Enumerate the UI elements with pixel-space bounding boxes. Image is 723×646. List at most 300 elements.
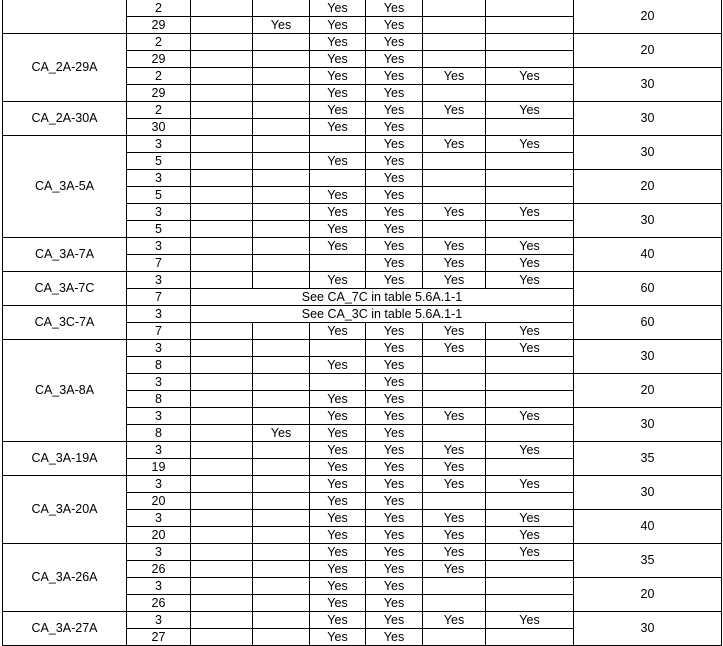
bandwidth-support-cell: Yes: [486, 272, 574, 289]
bandwidth-support-cell: Yes: [366, 136, 423, 153]
bandwidth-support-cell: [253, 170, 310, 187]
bandwidth-support-cell: [423, 119, 486, 136]
bandwidth-support-cell: [191, 561, 253, 578]
bandwidth-support-cell: Yes: [366, 34, 423, 51]
bandwidth-support-cell: [486, 34, 574, 51]
bandwidth-support-cell: [191, 544, 253, 561]
bandwidth-support-cell: Yes: [310, 187, 366, 204]
bandwidth-support-cell: [253, 459, 310, 476]
bandwidth-support-cell: [191, 476, 253, 493]
max-aggregated-bandwidth-cell: 20: [574, 34, 722, 68]
band-cell: 20: [127, 493, 191, 510]
band-cell: 3: [127, 306, 191, 323]
max-aggregated-bandwidth-cell: 60: [574, 306, 722, 340]
bandwidth-support-cell: Yes: [310, 544, 366, 561]
table-row: [3, 238, 722, 255]
bandwidth-support-cell: Yes: [366, 578, 423, 595]
bandwidth-support-cell: [253, 340, 310, 357]
bandwidth-support-cell: Yes: [310, 17, 366, 34]
band-cell: 30: [127, 119, 191, 136]
max-aggregated-bandwidth-cell: 20: [574, 578, 722, 612]
bandwidth-support-cell: [253, 357, 310, 374]
band-cell: 3: [127, 578, 191, 595]
bandwidth-support-cell: [486, 170, 574, 187]
bandwidth-support-cell: [486, 629, 574, 646]
band-cell: 7: [127, 255, 191, 272]
max-aggregated-bandwidth-cell: 30: [574, 204, 722, 238]
bandwidth-support-cell: [253, 0, 310, 17]
max-aggregated-bandwidth-cell: 30: [574, 102, 722, 136]
combination-cell: CA_3A-27A: [3, 612, 127, 646]
bandwidth-support-cell: [423, 595, 486, 612]
band-cell: 5: [127, 221, 191, 238]
bandwidth-support-cell: [191, 391, 253, 408]
bandwidth-support-cell: Yes: [310, 85, 366, 102]
band-cell: 3: [127, 612, 191, 629]
combination-cell: CA_3C-7A: [3, 306, 127, 340]
bandwidth-support-cell: [253, 102, 310, 119]
bandwidth-support-cell: Yes: [423, 255, 486, 272]
bandwidth-support-cell: [253, 204, 310, 221]
bandwidth-support-cell: [486, 85, 574, 102]
bandwidth-support-cell: [191, 0, 253, 17]
bandwidth-support-cell: [253, 561, 310, 578]
bandwidth-support-cell: Yes: [486, 102, 574, 119]
band-cell: 29: [127, 51, 191, 68]
band-cell: 3: [127, 340, 191, 357]
bandwidth-support-cell: Yes: [366, 544, 423, 561]
bandwidth-support-cell: Yes: [253, 425, 310, 442]
bandwidth-support-cell: [253, 493, 310, 510]
bandwidth-support-cell: Yes: [310, 119, 366, 136]
band-cell: 3: [127, 136, 191, 153]
bandwidth-support-cell: Yes: [310, 476, 366, 493]
bandwidth-support-cell: Yes: [366, 629, 423, 646]
bandwidth-support-cell: [423, 170, 486, 187]
table-row: [3, 102, 722, 119]
bandwidth-support-cell: [191, 357, 253, 374]
bandwidth-support-cell: Yes: [366, 408, 423, 425]
bandwidth-support-cell: [423, 221, 486, 238]
bandwidth-support-cell: [486, 153, 574, 170]
bandwidth-support-cell: Yes: [366, 68, 423, 85]
combination-cell: CA_3A-5A: [3, 136, 127, 238]
bandwidth-support-cell: Yes: [366, 204, 423, 221]
bandwidth-support-cell: Yes: [486, 544, 574, 561]
bandwidth-support-cell: [191, 34, 253, 51]
bandwidth-support-cell: Yes: [366, 442, 423, 459]
bandwidth-support-cell: [253, 68, 310, 85]
bandwidth-support-cell: Yes: [366, 476, 423, 493]
cross-reference-note: See CA_7C in table 5.6A.1-1: [191, 289, 574, 306]
bandwidth-support-cell: [191, 272, 253, 289]
combination-cell: CA_3A-19A: [3, 442, 127, 476]
bandwidth-support-cell: [486, 17, 574, 34]
bandwidth-support-cell: Yes: [310, 578, 366, 595]
bandwidth-support-cell: Yes: [366, 595, 423, 612]
max-aggregated-bandwidth-cell: 30: [574, 68, 722, 102]
bandwidth-support-cell: Yes: [366, 255, 423, 272]
bandwidth-support-cell: [486, 51, 574, 68]
bandwidth-support-cell: Yes: [423, 442, 486, 459]
bandwidth-support-cell: Yes: [310, 272, 366, 289]
bandwidth-support-cell: Yes: [486, 476, 574, 493]
band-cell: 3: [127, 544, 191, 561]
max-aggregated-bandwidth-cell: 30: [574, 136, 722, 170]
bandwidth-support-cell: [191, 510, 253, 527]
bandwidth-support-cell: [191, 595, 253, 612]
table-row: [3, 272, 722, 289]
bandwidth-support-cell: [191, 340, 253, 357]
bandwidth-support-cell: [423, 391, 486, 408]
bandwidth-support-cell: [253, 85, 310, 102]
bandwidth-support-cell: Yes: [310, 442, 366, 459]
max-aggregated-bandwidth-cell: 30: [574, 476, 722, 510]
bandwidth-support-cell: Yes: [366, 612, 423, 629]
bandwidth-support-cell: [253, 595, 310, 612]
bandwidth-support-cell: [423, 187, 486, 204]
bandwidth-support-cell: [191, 578, 253, 595]
bandwidth-support-cell: Yes: [310, 493, 366, 510]
table-row: [3, 544, 722, 561]
table-row: [3, 34, 722, 51]
max-aggregated-bandwidth-cell: 20: [574, 170, 722, 204]
bandwidth-support-cell: [486, 459, 574, 476]
bandwidth-support-cell: [191, 612, 253, 629]
bandwidth-support-cell: [486, 187, 574, 204]
bandwidth-support-cell: [191, 527, 253, 544]
bandwidth-support-cell: Yes: [310, 391, 366, 408]
bandwidth-support-cell: [486, 221, 574, 238]
band-cell: 2: [127, 68, 191, 85]
combination-cell: CA_3A-20A: [3, 476, 127, 544]
bandwidth-support-cell: [423, 0, 486, 17]
band-cell: 5: [127, 153, 191, 170]
bandwidth-support-cell: [253, 374, 310, 391]
bandwidth-support-cell: [253, 136, 310, 153]
bandwidth-support-cell: [253, 255, 310, 272]
bandwidth-support-cell: Yes: [423, 544, 486, 561]
bandwidth-support-cell: Yes: [310, 408, 366, 425]
bandwidth-support-cell: [191, 153, 253, 170]
table-row: [3, 476, 722, 493]
bandwidth-support-cell: [423, 85, 486, 102]
bandwidth-support-cell: [253, 51, 310, 68]
bandwidth-support-cell: [486, 493, 574, 510]
bandwidth-support-cell: [423, 51, 486, 68]
bandwidth-support-cell: [486, 578, 574, 595]
bandwidth-support-cell: Yes: [366, 425, 423, 442]
bandwidth-support-cell: Yes: [366, 527, 423, 544]
bandwidth-support-cell: [423, 374, 486, 391]
band-cell: 3: [127, 510, 191, 527]
band-cell: 7: [127, 323, 191, 340]
band-cell: 3: [127, 442, 191, 459]
bandwidth-support-cell: Yes: [423, 612, 486, 629]
bandwidth-support-cell: [191, 85, 253, 102]
bandwidth-support-cell: Yes: [310, 425, 366, 442]
bandwidth-support-cell: Yes: [310, 595, 366, 612]
bandwidth-support-cell: [191, 170, 253, 187]
bandwidth-support-cell: [253, 578, 310, 595]
bandwidth-support-cell: Yes: [366, 340, 423, 357]
bandwidth-support-cell: [310, 136, 366, 153]
band-cell: 2: [127, 34, 191, 51]
bandwidth-support-cell: [191, 374, 253, 391]
bandwidth-support-cell: Yes: [366, 272, 423, 289]
band-cell: 19: [127, 459, 191, 476]
table-body: [3, 0, 722, 646]
bandwidth-support-cell: [191, 629, 253, 646]
bandwidth-support-cell: [423, 425, 486, 442]
bandwidth-support-cell: [486, 119, 574, 136]
cross-reference-note: See CA_3C in table 5.6A.1-1: [191, 306, 574, 323]
band-cell: 26: [127, 595, 191, 612]
bandwidth-support-cell: Yes: [366, 357, 423, 374]
bandwidth-support-cell: [486, 425, 574, 442]
combination-cell: CA_2A-29A: [3, 34, 127, 102]
combination-cell: CA_3A-8A: [3, 340, 127, 442]
bandwidth-support-cell: Yes: [423, 323, 486, 340]
band-cell: 2: [127, 0, 191, 17]
bandwidth-support-cell: Yes: [310, 68, 366, 85]
combination-cell: CA_3A-7A: [3, 238, 127, 272]
bandwidth-support-cell: Yes: [423, 102, 486, 119]
band-cell: 26: [127, 561, 191, 578]
bandwidth-support-cell: [191, 221, 253, 238]
max-aggregated-bandwidth-cell: 35: [574, 442, 722, 476]
band-cell: 8: [127, 357, 191, 374]
bandwidth-support-cell: [486, 374, 574, 391]
band-cell: 3: [127, 238, 191, 255]
bandwidth-support-cell: Yes: [423, 510, 486, 527]
bandwidth-support-cell: Yes: [366, 374, 423, 391]
max-aggregated-bandwidth-cell: 35: [574, 544, 722, 578]
bandwidth-support-cell: [191, 68, 253, 85]
band-cell: 20: [127, 527, 191, 544]
bandwidth-support-cell: Yes: [423, 408, 486, 425]
bandwidth-support-cell: Yes: [310, 323, 366, 340]
table-row: [3, 612, 722, 629]
table-row: [3, 442, 722, 459]
bandwidth-support-cell: [253, 442, 310, 459]
bandwidth-support-cell: [191, 255, 253, 272]
bandwidth-support-cell: [253, 153, 310, 170]
bandwidth-support-cell: Yes: [366, 187, 423, 204]
bandwidth-support-cell: Yes: [366, 17, 423, 34]
bandwidth-support-cell: Yes: [366, 170, 423, 187]
bandwidth-support-cell: [191, 425, 253, 442]
bandwidth-support-cell: Yes: [310, 527, 366, 544]
bandwidth-support-cell: [253, 323, 310, 340]
bandwidth-support-cell: Yes: [366, 391, 423, 408]
bandwidth-support-cell: [486, 391, 574, 408]
band-cell: 8: [127, 391, 191, 408]
bandwidth-support-cell: Yes: [310, 510, 366, 527]
bandwidth-support-cell: Yes: [486, 527, 574, 544]
bandwidth-support-cell: [191, 51, 253, 68]
bandwidth-support-cell: Yes: [486, 612, 574, 629]
bandwidth-support-cell: Yes: [366, 119, 423, 136]
bandwidth-support-cell: [253, 272, 310, 289]
bandwidth-support-cell: [423, 357, 486, 374]
bandwidth-support-cell: [423, 629, 486, 646]
band-cell: 3: [127, 408, 191, 425]
band-cell: 3: [127, 272, 191, 289]
bandwidth-support-cell: Yes: [366, 561, 423, 578]
bandwidth-support-cell: Yes: [366, 0, 423, 17]
bandwidth-support-cell: Yes: [486, 136, 574, 153]
bandwidth-support-cell: Yes: [310, 238, 366, 255]
combination-cell: [3, 0, 127, 34]
bandwidth-support-cell: Yes: [486, 340, 574, 357]
bandwidth-support-cell: [253, 238, 310, 255]
bandwidth-support-cell: [191, 459, 253, 476]
bandwidth-support-cell: Yes: [423, 561, 486, 578]
bandwidth-support-cell: Yes: [486, 255, 574, 272]
band-cell: 2: [127, 102, 191, 119]
bandwidth-support-cell: Yes: [310, 204, 366, 221]
max-aggregated-bandwidth-cell: 40: [574, 238, 722, 272]
bandwidth-support-cell: Yes: [423, 238, 486, 255]
band-cell: 27: [127, 629, 191, 646]
bandwidth-support-cell: [423, 34, 486, 51]
bandwidth-support-cell: [253, 187, 310, 204]
bandwidth-support-cell: Yes: [310, 51, 366, 68]
table-row: [3, 340, 722, 357]
bandwidth-support-cell: [253, 510, 310, 527]
bandwidth-support-cell: [191, 187, 253, 204]
table-row: [3, 136, 722, 153]
ca-bandwidth-combination-table: [2, 0, 722, 646]
bandwidth-support-cell: [423, 17, 486, 34]
bandwidth-support-cell: [310, 255, 366, 272]
bandwidth-support-cell: [310, 340, 366, 357]
max-aggregated-bandwidth-cell: 20: [574, 374, 722, 408]
bandwidth-support-cell: [253, 391, 310, 408]
bandwidth-support-cell: [253, 612, 310, 629]
band-cell: 29: [127, 85, 191, 102]
bandwidth-support-cell: [253, 527, 310, 544]
combination-cell: CA_2A-30A: [3, 102, 127, 136]
bandwidth-support-cell: Yes: [310, 0, 366, 17]
bandwidth-support-cell: Yes: [366, 493, 423, 510]
bandwidth-support-cell: Yes: [310, 357, 366, 374]
max-aggregated-bandwidth-cell: 30: [574, 340, 722, 374]
bandwidth-support-cell: [191, 408, 253, 425]
bandwidth-support-cell: [486, 357, 574, 374]
bandwidth-support-cell: Yes: [366, 459, 423, 476]
bandwidth-support-cell: Yes: [366, 221, 423, 238]
band-cell: 5: [127, 187, 191, 204]
bandwidth-support-cell: [310, 170, 366, 187]
band-cell: 29: [127, 17, 191, 34]
combination-cell: CA_3A-26A: [3, 544, 127, 612]
bandwidth-support-cell: [191, 17, 253, 34]
bandwidth-support-cell: [423, 493, 486, 510]
band-cell: 3: [127, 170, 191, 187]
bandwidth-support-cell: Yes: [310, 153, 366, 170]
bandwidth-support-cell: Yes: [486, 238, 574, 255]
bandwidth-support-cell: Yes: [486, 204, 574, 221]
bandwidth-support-cell: Yes: [310, 34, 366, 51]
max-aggregated-bandwidth-cell: 60: [574, 272, 722, 306]
bandwidth-support-cell: Yes: [310, 612, 366, 629]
bandwidth-support-cell: [191, 323, 253, 340]
bandwidth-support-cell: Yes: [423, 340, 486, 357]
bandwidth-support-cell: Yes: [423, 136, 486, 153]
bandwidth-support-cell: [253, 476, 310, 493]
max-aggregated-bandwidth-cell: 20: [574, 0, 722, 34]
bandwidth-support-cell: Yes: [366, 323, 423, 340]
max-aggregated-bandwidth-cell: 40: [574, 510, 722, 544]
max-aggregated-bandwidth-cell: 30: [574, 408, 722, 442]
table-row: [3, 0, 722, 17]
bandwidth-support-cell: Yes: [253, 17, 310, 34]
bandwidth-support-cell: [191, 136, 253, 153]
bandwidth-support-cell: Yes: [423, 476, 486, 493]
bandwidth-support-cell: [253, 408, 310, 425]
bandwidth-support-cell: Yes: [366, 510, 423, 527]
bandwidth-support-cell: Yes: [310, 629, 366, 646]
bandwidth-support-cell: [253, 544, 310, 561]
band-cell: 3: [127, 476, 191, 493]
bandwidth-support-cell: Yes: [423, 272, 486, 289]
bandwidth-support-cell: Yes: [366, 51, 423, 68]
bandwidth-support-cell: Yes: [366, 238, 423, 255]
bandwidth-support-cell: Yes: [366, 102, 423, 119]
bandwidth-support-cell: Yes: [486, 442, 574, 459]
bandwidth-support-cell: Yes: [310, 102, 366, 119]
bandwidth-support-cell: Yes: [486, 68, 574, 85]
table-row: [3, 306, 722, 323]
bandwidth-support-cell: [310, 374, 366, 391]
bandwidth-support-cell: Yes: [486, 323, 574, 340]
bandwidth-support-cell: Yes: [423, 68, 486, 85]
bandwidth-support-cell: Yes: [423, 527, 486, 544]
bandwidth-support-cell: Yes: [310, 561, 366, 578]
band-cell: 3: [127, 204, 191, 221]
bandwidth-support-cell: [191, 442, 253, 459]
bandwidth-support-cell: Yes: [423, 459, 486, 476]
bandwidth-support-cell: [191, 119, 253, 136]
combination-cell: CA_3A-7C: [3, 272, 127, 306]
bandwidth-support-cell: [423, 578, 486, 595]
bandwidth-support-cell: [423, 153, 486, 170]
bandwidth-support-cell: [191, 493, 253, 510]
bandwidth-support-cell: [253, 221, 310, 238]
bandwidth-support-cell: [486, 595, 574, 612]
bandwidth-support-cell: [253, 629, 310, 646]
bandwidth-support-cell: Yes: [366, 153, 423, 170]
bandwidth-support-cell: Yes: [366, 85, 423, 102]
bandwidth-support-cell: [253, 34, 310, 51]
bandwidth-support-cell: Yes: [423, 204, 486, 221]
band-cell: 8: [127, 425, 191, 442]
band-cell: 3: [127, 374, 191, 391]
band-cell: 7: [127, 289, 191, 306]
bandwidth-support-cell: [191, 204, 253, 221]
max-aggregated-bandwidth-cell: 30: [574, 612, 722, 646]
bandwidth-support-cell: [253, 119, 310, 136]
bandwidth-support-cell: [486, 0, 574, 17]
bandwidth-support-cell: [191, 102, 253, 119]
bandwidth-support-cell: Yes: [486, 408, 574, 425]
bandwidth-support-cell: [486, 561, 574, 578]
bandwidth-support-cell: Yes: [310, 459, 366, 476]
bandwidth-support-cell: [191, 238, 253, 255]
bandwidth-support-cell: Yes: [486, 510, 574, 527]
